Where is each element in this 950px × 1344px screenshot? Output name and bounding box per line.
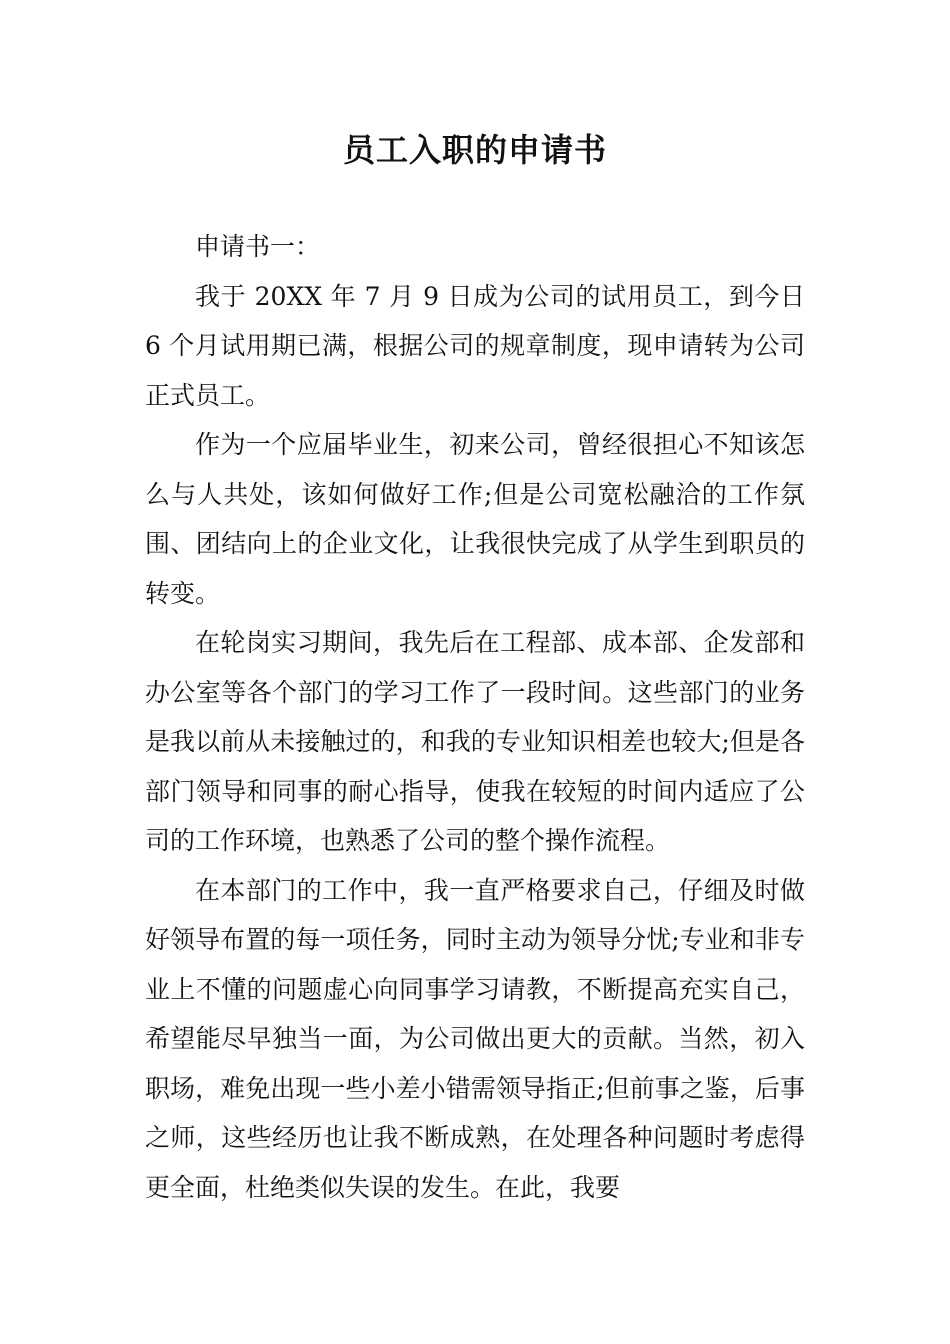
document-title: 员工入职的申请书 — [342, 131, 607, 169]
paragraph: 在轮岗实习期间，我先后在工程部、成本部、企发部和办公室等各个部门的学习工作了一段时间。这些部门的业务是我以前从未接触过的，和我的专业知识相差也较大;但是各部门领导和同事的耐心指导，使我在较短的时间内适应了公司的工作环境，也熟悉了公司的整个操作流程。 — [145, 628, 805, 855]
paragraph: 在本部门的工作中，我一直严格要求自己，仔细及时做好领导布置的每一项任务，同时主动为领导分忧;专业和非专业上不懂的问题虚心向同事学习请教，不断提高充实自己，希望能尽早独当一面，为公司做出更大的贡献。当然，初入职场，难免出现一些小差小错需领导指正;但前事之鉴，后事之师，这些经历也让我不断成熟，在处理各种问题时考虑得更全面，杜绝类似失误的发生。在此，我要 — [145, 875, 805, 1202]
document-body — [145, 222, 805, 1212]
paragraph: 我于 20XX 年 7 月 9 日成为公司的试用员工，到今日 6 个月试用期已满，根据公司的规章制度，现申请转为公司正式员工。 — [145, 281, 805, 410]
paragraph-heading: 申请书一： — [195, 232, 321, 261]
paragraph: 作为一个应届毕业生，初来公司，曾经很担心不知该怎么与人共处，该如何做好工作;但是公司宽松融洽的工作氛围、团结向上的企业文化，让我很快完成了从学生到职员的转变。 — [145, 430, 805, 608]
